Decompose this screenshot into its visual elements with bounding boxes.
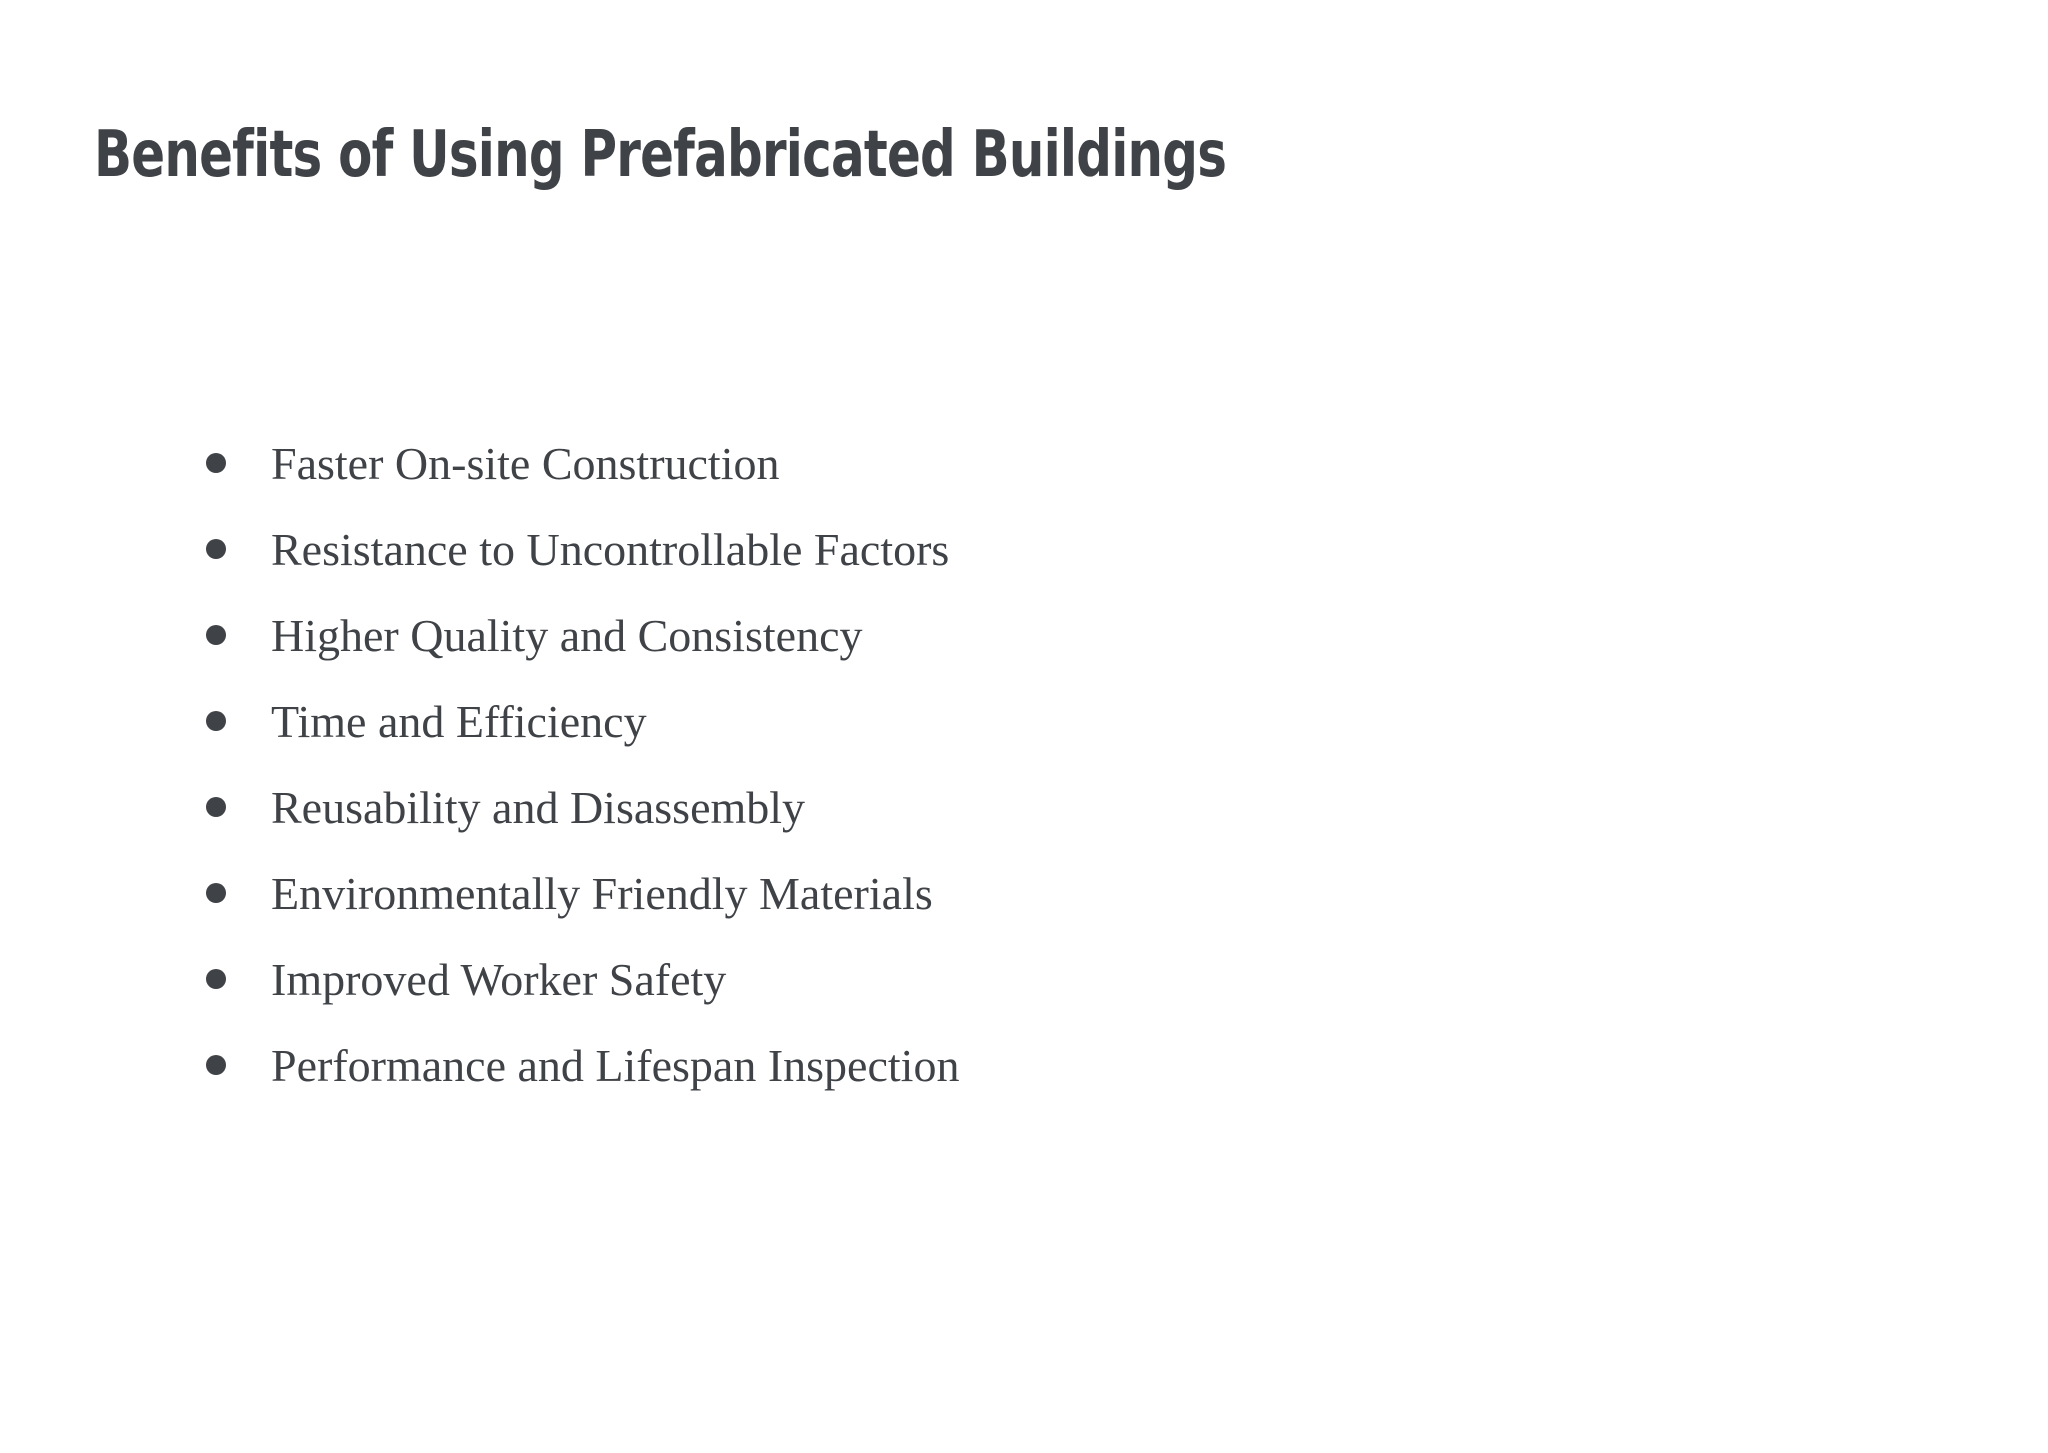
list-item-text: Resistance to Uncontrollable Factors xyxy=(271,523,950,575)
bullet-icon xyxy=(206,883,226,903)
list-item-text: Time and Efficiency xyxy=(271,695,647,747)
list-item xyxy=(200,1022,959,1108)
slide-title: Benefits of Using Prefabricated Buildings xyxy=(94,118,1227,192)
list-item-text: Environmentally Friendly Materials xyxy=(271,867,933,919)
bullet-icon xyxy=(206,1055,226,1075)
benefits-list xyxy=(200,420,959,1108)
list-item-text: Faster On-site Construction xyxy=(271,437,780,489)
list-item xyxy=(200,678,959,764)
bullet-icon xyxy=(206,453,226,473)
bullet-icon xyxy=(206,969,226,989)
list-item xyxy=(200,506,959,592)
list-item xyxy=(200,420,959,506)
list-item xyxy=(200,764,959,850)
list-item-text: Performance and Lifespan Inspection xyxy=(271,1039,960,1091)
bullet-icon xyxy=(206,711,226,731)
bullet-icon xyxy=(206,539,226,559)
bullet-icon xyxy=(206,797,226,817)
list-item-text: Reusability and Disassembly xyxy=(271,781,806,833)
list-item-text: Higher Quality and Consistency xyxy=(271,609,863,661)
bullet-icon xyxy=(206,625,226,645)
list-item xyxy=(200,850,959,936)
list-item-text: Improved Worker Safety xyxy=(271,953,727,1005)
list-item xyxy=(200,592,959,678)
list-item xyxy=(200,936,959,1022)
